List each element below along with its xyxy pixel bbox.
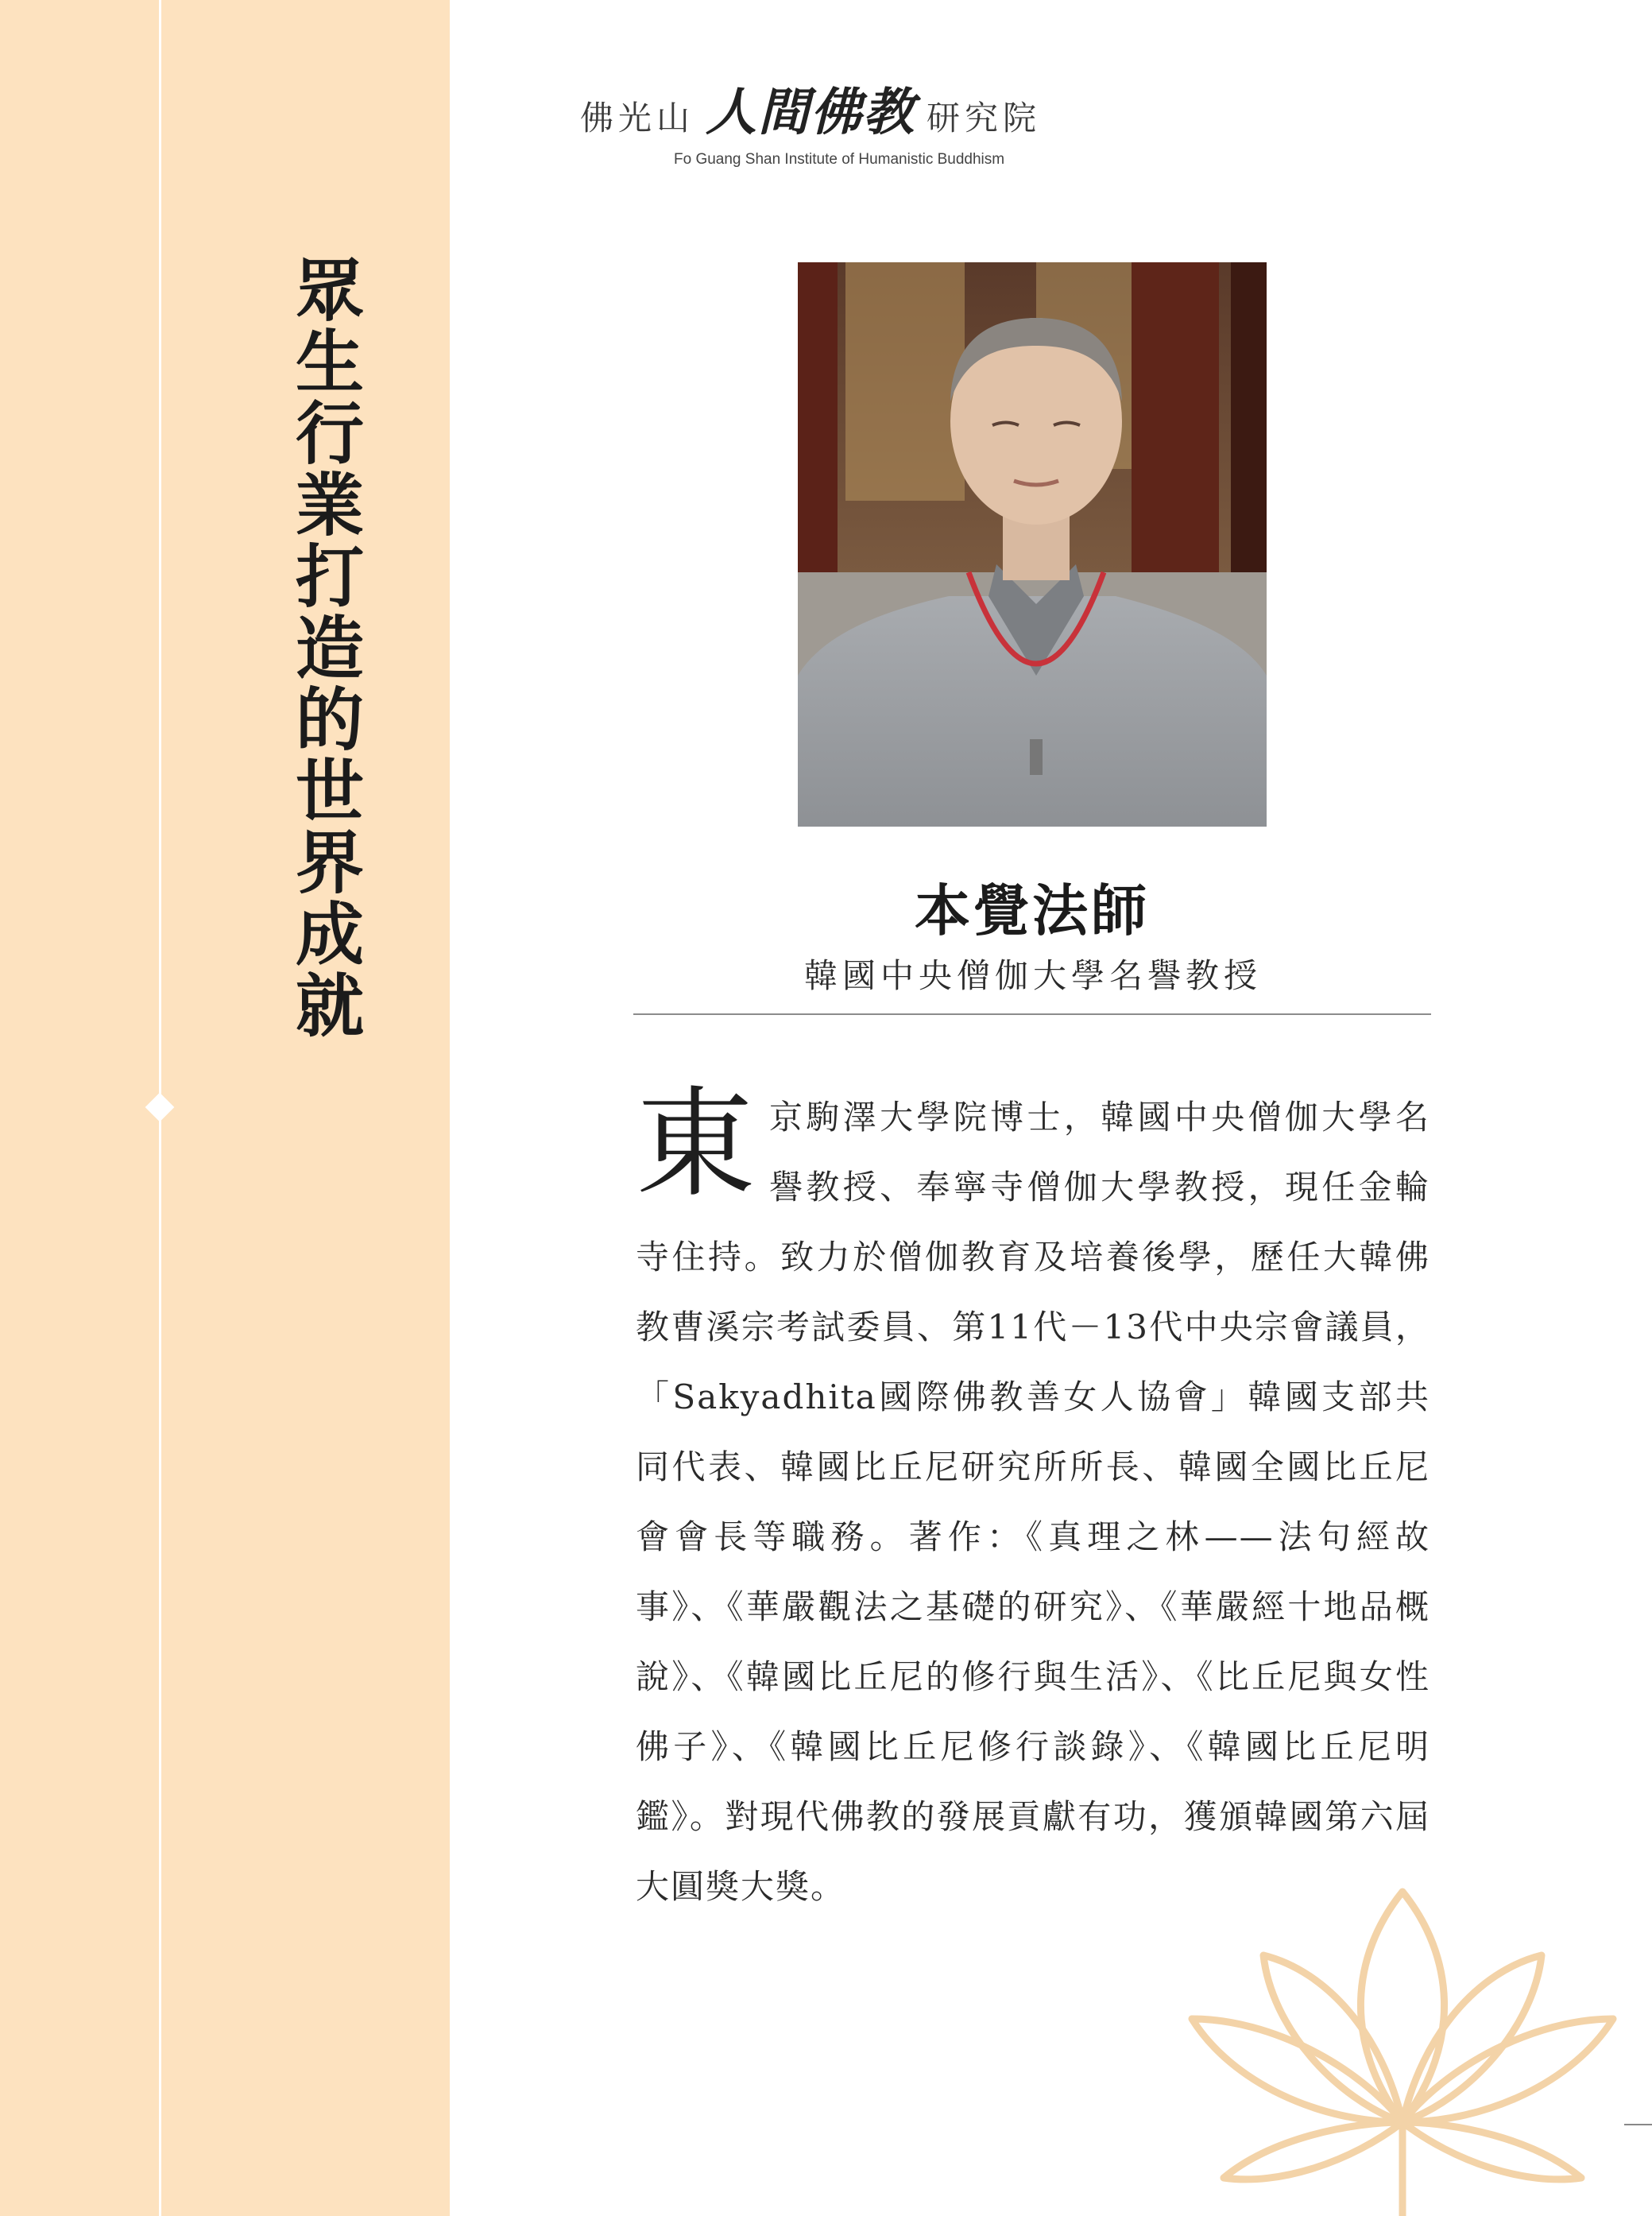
portrait-photo bbox=[798, 262, 1267, 827]
page-edge-mark bbox=[1624, 2124, 1652, 2125]
profile-role: 韓國中央僧伽大學名譽教授 bbox=[803, 956, 1262, 995]
institute-logo bbox=[580, 72, 1057, 169]
heading-divider bbox=[633, 1013, 1431, 1015]
sidebar-band bbox=[0, 0, 450, 2216]
drop-cap: 東 bbox=[636, 1075, 757, 1214]
profile-name: 本覺法師 bbox=[915, 877, 1150, 943]
lotus-flower-icon bbox=[1176, 1860, 1629, 2216]
vertical-section-title: 眾生行業打造的世界成就 bbox=[284, 254, 364, 1041]
logo-text-calligraphy: 人間佛教 bbox=[706, 83, 916, 142]
logo-text-institute: 研究院 bbox=[927, 99, 1042, 138]
portrait-illustration bbox=[798, 262, 1267, 827]
biography-paragraph bbox=[636, 1075, 1430, 1922]
biography-text: 京駒澤大學院博士，韓國中央僧伽大學名譽教授、奉寧寺僧伽大學教授，現任金輪寺住持。致力於僧伽教育及培養後學，歷任大韓佛教曹溪宗考試委員、第11代－13代中央宗會議員，「Sakyadhita國際佛教善女人協會」韓國支部共同代表、韓國比丘尼研究所所長、韓國全國比丘尼會會長等職務。著作：《真理之林——法句經故事》、《華嚴觀法之基礎的研究》、《華嚴經十地品概說》、《韓國比丘尼的修行與生活》、《比丘尼與女性佛子》、《韓國比丘尼修行談錄》、《韓國比丘尼明鑑》。對現代佛教的發展貢獻有功，獲頒韓國第六屆大圓獎大獎。 bbox=[636, 1098, 1430, 1906]
logo-text-foguangshan: 佛光山 bbox=[580, 99, 695, 138]
diamond-ornament-icon bbox=[145, 1093, 175, 1122]
logo-english-subtitle: Fo Guang Shan Institute of Humanistic Buddhism bbox=[674, 151, 1005, 168]
